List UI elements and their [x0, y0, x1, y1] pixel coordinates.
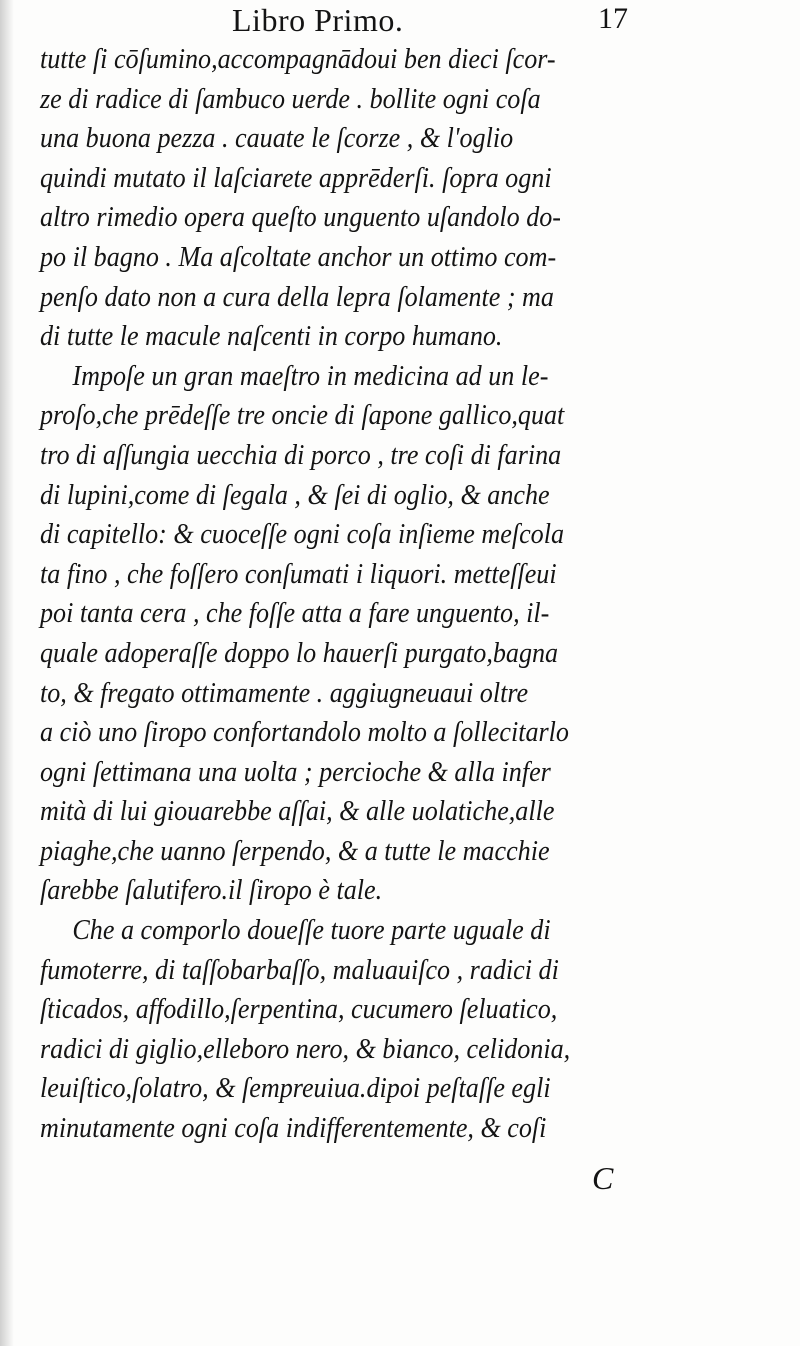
text-line: a ciò uno ſiropo confortandolo molto a ſollecitarlo — [40, 716, 569, 749]
text-line: fumoterre, di taſſobarbaſſo, maluauiſco , radici di — [40, 953, 559, 986]
text-line: to, & fregato ottimamente . aggiugneuaui oltre — [40, 676, 529, 709]
text-line: radici di giglio,elleboro nero, & bianco, celidonia, — [40, 1032, 571, 1065]
text-line: quale adoperaſſe doppo lo hauerſi purgato,bagna — [40, 636, 559, 669]
text-line: di lupini,come di ſegala , & ſei di oglio, & anche — [40, 478, 550, 511]
text-line: tutte ſi cōſumino,accompagnādoui ben dieci ſcor- — [40, 43, 556, 75]
text-line: poi tanta cera , che foſſe atta a fare unguento, il- — [40, 597, 550, 630]
text-line: proſo,che prēdeſſe tre oncie di ſapone gallico,quat — [40, 399, 565, 432]
text-line: ogni ſettimana una uolta ; percioche & alla infer — [40, 755, 551, 788]
text-line: ta fino , che foſſero conſumati i liquori. metteſſeui — [40, 557, 557, 590]
signature-mark: C — [592, 1160, 614, 1196]
page-header — [0, 0, 800, 40]
running-title: Libro Primo. — [232, 2, 404, 38]
text-line: una buona pezza . cauate le ſcorze , & l'oglio — [40, 122, 514, 155]
text-line: altro rimedio opera queſto unguento uſandolo do- — [40, 201, 562, 234]
text-line: di capitello: & cuoceſſe ogni coſa inſieme meſcola — [40, 518, 565, 551]
text-line: leuiſtico,ſolatro, & ſempreuiua.dipoi peſtaſſe egli — [40, 1072, 551, 1105]
text-line: tro di aſſungia uecchia di porco , tre coſi di farina — [40, 438, 562, 471]
text-line: ze di radice di ſambuco uerde . bollite ogni coſa — [40, 82, 541, 115]
text-line: di tutte le macule naſcenti in corpo humano. — [40, 320, 503, 353]
page-number: 17 — [598, 2, 628, 35]
text-line: quindi mutato il laſciarete apprēderſi. ſopra ogni — [40, 161, 552, 194]
body-text — [40, 40, 634, 1149]
text-line: Che a comporlo doueſſe tuore parte uguale di — [72, 914, 551, 947]
text-line: ſticados, affodillo,ſerpentina, cucumero ſeluatico, — [40, 993, 558, 1026]
text-line: Impoſe un gran maeſtro in medicina ad un le- — [72, 359, 549, 392]
text-line: po il bagno . Ma aſcoltate anchor un ottimo com- — [40, 240, 557, 273]
text-line: piaghe,che uanno ſerpendo, & a tutte le macchie — [40, 834, 550, 867]
gutter-shadow — [0, 0, 14, 1346]
text-line: penſo dato non a cura della lepra ſolamente ; ma — [40, 280, 554, 313]
text-line: minutamente ogni coſa indifferentemente, & coſi — [40, 1112, 547, 1145]
text-line: ſarebbe ſalutifero.il ſiropo è tale. — [40, 874, 383, 907]
text-line: mità di lui giouarebbe aſſai, & alle uolatiche,alle — [40, 795, 555, 828]
